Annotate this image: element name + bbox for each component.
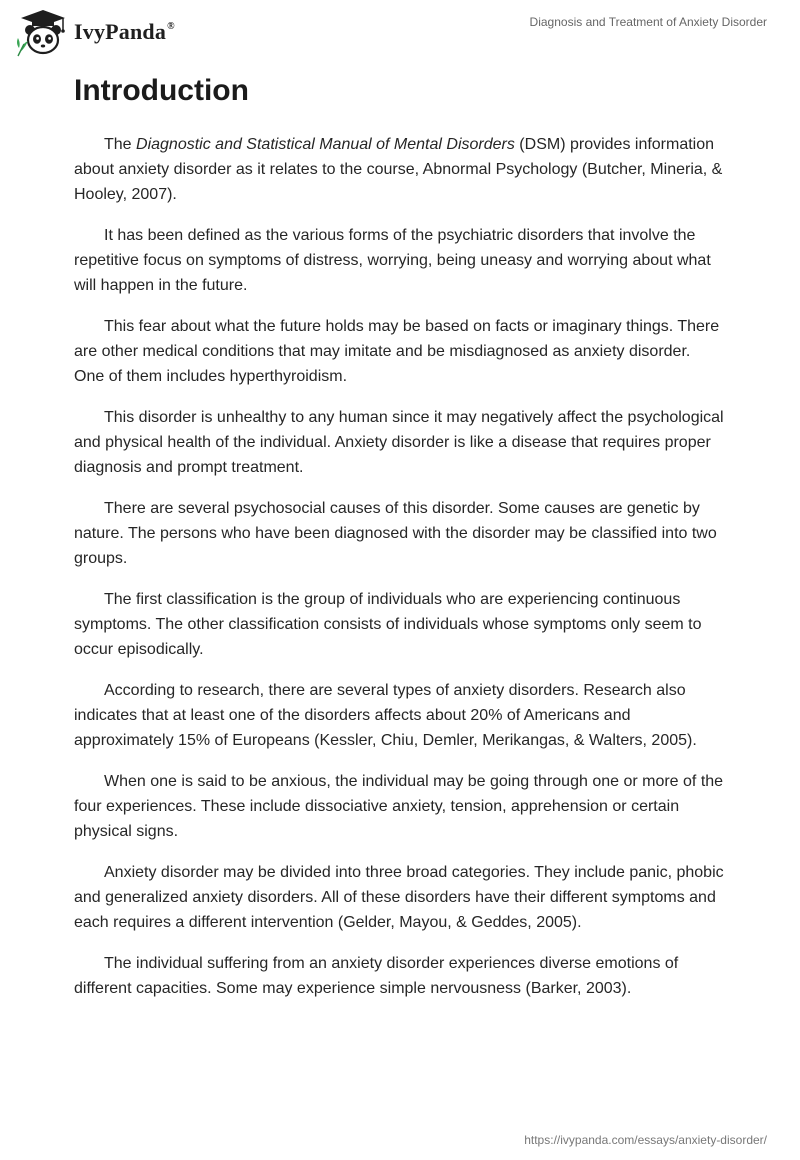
essay-paragraphs	[74, 132, 724, 1001]
section-heading: Introduction	[74, 74, 249, 107]
paragraph-6: The first classification is the group of individuals who are experiencing continuous symptoms. The other classification consists of individuals whose symptoms only seem to occur episodically.	[74, 591, 702, 658]
paragraph-2: It has been defined as the various forms of the psychiatric disorders that involve the repetitive focus on symptoms of distress, worrying, being uneasy and worrying about what will happen in the future.	[74, 227, 711, 294]
paragraph-3: This fear about what the future holds may be based on facts or imaginary things. There are other medical conditions that may imitate and be misdiagnosed as anxiety disorder. One of them includes hyperthyroidism.	[74, 318, 720, 385]
source-url-link[interactable]: https://ivypanda.com/essays/anxiety-disorder/	[524, 1133, 767, 1147]
page-header	[0, 0, 800, 70]
paragraph-5: There are several psychosocial causes of this disorder. Some causes are genetic by nature. The persons who have been diagnosed with the disorder may be classified into two groups.	[74, 500, 717, 567]
paragraph-4: This disorder is unhealthy to any human since it may negatively affect the psychological and physical health of the individual. Anxiety disorder is like a disease that requires proper diagnosis and prompt treatment.	[74, 409, 724, 476]
brand-name: IvyPanda®	[74, 19, 175, 44]
panda-graduate-icon	[14, 8, 72, 58]
ivypanda-logo[interactable]	[14, 8, 175, 58]
dsm-title-italic: Diagnostic and Statistical Manual of Mental Disorders	[136, 136, 515, 153]
document-title: Diagnosis and Treatment of Anxiety Disorder	[529, 15, 767, 29]
paragraph-7: According to research, there are several types of anxiety disorders. Research also indicates that at least one of the disorders affects about 20% of Americans and approximately 15% of Europeans (Kessler, Chiu, Demler, Merikangas, & Walters, 2005).	[74, 682, 697, 749]
paragraph-8: When one is said to be anxious, the individual may be going through one or more of the four experiences. These include dissociative anxiety, tension, apprehension or certain physical signs.	[74, 773, 724, 840]
paragraph-9: Anxiety disorder may be divided into three broad categories. They include panic, phobic and generalized anxiety disorders. All of these disorders have their different symptoms and each requires a different intervention (Gelder, Mayou, & Geddes, 2005).	[74, 864, 724, 931]
essay-content	[74, 70, 724, 1017]
paragraph-1: The Diagnostic and Statistical Manual of Mental Disorders (DSM) provides information about anxiety disorder as it relates to the course, Abnormal Psychology (Butcher, Mineria, & Hooley, 2007).	[74, 136, 723, 203]
paragraph-10: The individual suffering from an anxiety disorder experiences diverse emotions of different capacities. Some may experience simple nervousness (Barker, 2003).	[74, 955, 679, 997]
